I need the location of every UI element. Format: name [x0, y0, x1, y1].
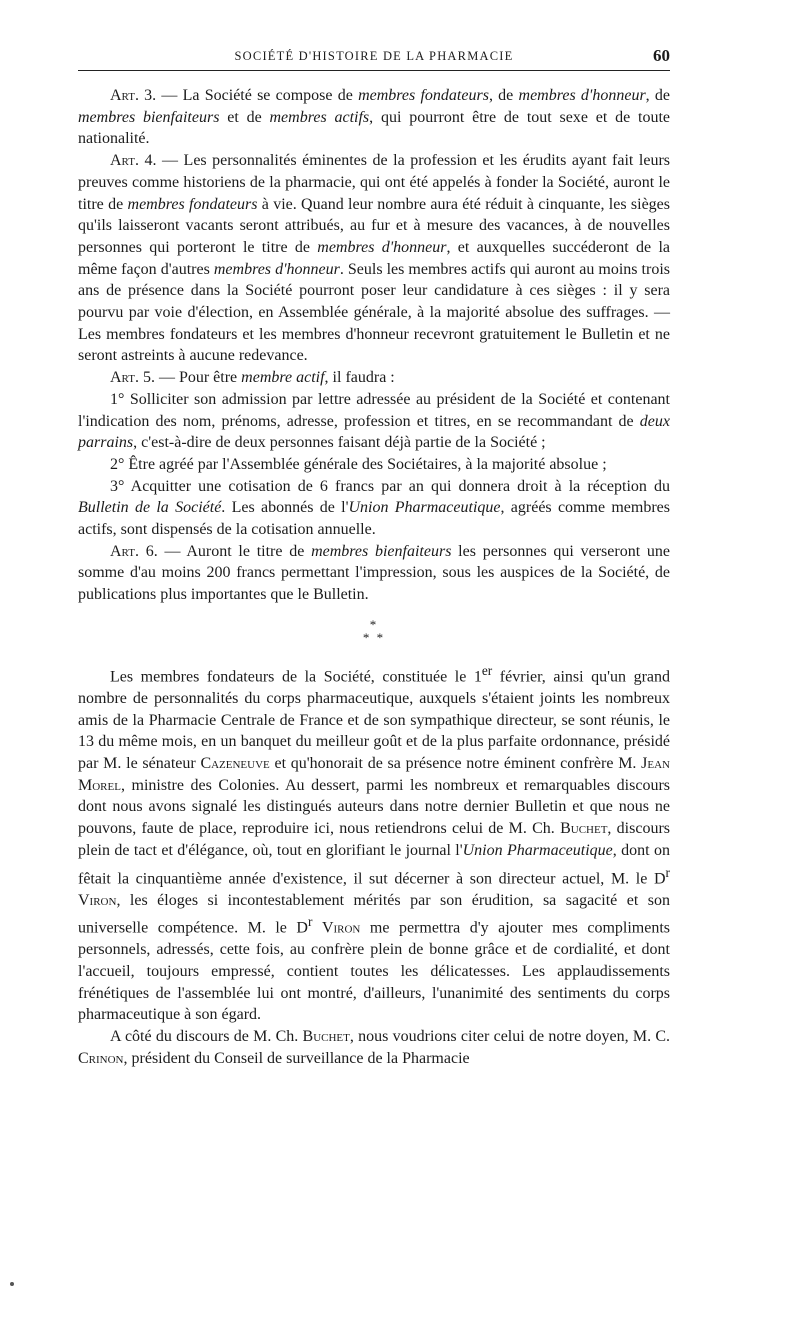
article-4-paragraph — [78, 150, 670, 367]
text-run: Être agréé par l'Assemblée générale des Sociétaires, à la majorité absolue ; — [124, 455, 607, 473]
article-4-label: Art. 4. — [110, 152, 157, 170]
person-name: Buchet — [302, 1028, 350, 1046]
running-title: SOCIÉTÉ D'HISTOIRE DE LA PHARMACIE — [234, 49, 514, 63]
text-run: . Les abonnés de l' — [221, 499, 349, 517]
text-run: , discours plein de tact et d'élégance, où, tout en glorifiant le journal l' — [78, 820, 671, 859]
article-5-item-3 — [78, 476, 670, 541]
italic-run: membres d'honneur — [317, 238, 447, 256]
article-5-item-1 — [78, 389, 670, 454]
superscript: er — [481, 662, 493, 678]
article-3-paragraph — [78, 85, 670, 150]
person-name: Crinon — [78, 1049, 124, 1067]
narrative-paragraph-1 — [78, 660, 670, 1026]
text-run: Acquitter une cotisation de 6 francs par an qui donnera droit à la réception du — [124, 477, 670, 495]
text-run: et qu'honorait de sa présence notre éminent confrère M. — [269, 755, 642, 773]
person-name: Viron — [78, 891, 117, 909]
text-run: , et auxquelles succéderont de la même façon d'autres — [78, 238, 670, 278]
italic-run: Union Pharmaceutique — [348, 499, 501, 517]
italic-run: membres fondateurs — [358, 87, 489, 104]
superscript: r — [307, 914, 313, 930]
margin-speck — [10, 1282, 14, 1286]
italic-run: membres bienfaiteurs — [78, 108, 220, 126]
text-run: , c'est-à-dire de deux personnes faisant déjà partie de la Société ; — [133, 434, 546, 452]
text-run: , de — [645, 87, 671, 104]
superscript: r — [665, 864, 670, 880]
person-name: Jean Morel — [78, 755, 670, 794]
text-run: , qui pourront être de tout sexe et de toute nationalité. — [78, 108, 671, 148]
text-run: me permettra d'y ajouter mes compliments personnels, adressés, cette fois, au confrère plein de bonne grâce et de cordialité, et dont l'accueil, toujours empressé, contient toutes les délicatesses. Les applaudissements frénétiques de l'assemblée lui ont montré, d'ailleurs, l'unanimité des sentiments du corps pharmaceutique à son égard. — [78, 919, 671, 1024]
text-run: — Les personnalités éminentes de la profession et les érudits ayant fait leurs preuves comme historiens de la pharmacie, qui ont été appelés à fonder la Société, auront le titre de — [78, 152, 670, 213]
person-name: Cazeneuve — [200, 755, 270, 773]
text-run: février, ainsi qu'un grand nombre de personnalités du corps pharmaceutique, auxquels s'étaient joints les nombreux amis de la Pharmacie Centrale de France et de son sympathique directeur, se sont réunis, le 13 du même mois, en un banquet du meilleur goût et de la plus parfaite ordonnance, présidé par M. le sénateur — [78, 668, 670, 773]
italic-run: membres d'honneur — [213, 260, 340, 278]
italic-run: deux parrains — [78, 412, 670, 452]
asterism-top: * — [369, 616, 379, 632]
italic-run: membres bienfaiteurs — [311, 542, 452, 560]
text-run: Solliciter son admission par lettre adressée au président de la Société et contenant l'indication des nom, prénoms, adresse, profession et titres, en se recommandant de — [78, 390, 670, 430]
header-rule — [78, 70, 670, 71]
body-text — [78, 85, 670, 1070]
text-run: , ministre des Colonies. Au dessert, parmi les nombreux et remarquables discours dont nous avons signalé les distingués auteurs dans notre dernier Bulletin et que nous ne pouvons, faute de place, reproduire ici, nous retiendrons celui de M. Ch. — [78, 776, 670, 838]
text-run: — Auront le titre de — [157, 542, 312, 560]
text-run: et de — [219, 108, 270, 126]
italic-run: membres d'honneur — [518, 87, 646, 104]
text-run: — La Société se compose de — [156, 87, 359, 104]
italic-run: membre actif — [241, 369, 325, 387]
text-run: A côté du discours de M. Ch. — [110, 1028, 303, 1046]
article-5-item-2 — [78, 454, 670, 476]
article-5-label: Art. 5. — [110, 369, 155, 387]
item-number: 1° — [110, 390, 125, 408]
italic-run: membres actifs — [269, 108, 370, 126]
person-name: Buchet — [560, 820, 608, 838]
text-run: . Seuls les membres actifs qui auront au moins trois ans de présence dans la Société pourront poser leur candidature à ces sièges : il y sera pourvu par voie d'élection, en Assemblée générale, à la majorité absolue des suffrages. — Les membres fondateurs et les membres d'honneur recevront gratuitement le Bulletin et ne seront astreints à aucune redevance. — [78, 260, 671, 365]
italic-run: Union Pharmaceutique — [462, 841, 613, 859]
text-run: à vie. Quand leur nombre aura été réduit à cinquante, les sièges qu'ils laisseront vacants seront attribués, au fur et à mesure des vacances, à de nouvelles personnes qui porteront le titre de — [78, 195, 670, 256]
person-name: Viron — [321, 919, 361, 937]
text-run: , dont on fêtait la cinquantième année d'existence, il sut décerner à son directeur actuel, M. le D — [78, 841, 671, 887]
text-run: Les membres fondateurs de la Société, constituée le 1 — [110, 668, 482, 686]
article-6-label: Art. 6. — [110, 542, 158, 560]
item-number: 3° — [110, 477, 125, 495]
page-number: 60 — [653, 46, 670, 65]
text-run: , les éloges si incontestablement mérités par son érudition, sa sagacité et son universelle compétence. M. le D — [78, 891, 670, 937]
asterism-bottom: * * — [362, 629, 386, 645]
book-page — [78, 44, 670, 1294]
text-run: , il faudra : — [324, 369, 395, 387]
item-number: 2° — [110, 455, 125, 473]
italic-run: membres fondateurs — [127, 195, 258, 213]
text-run: les personnes qui verseront une somme d'au moins 200 francs permettant l'impression, sous les auspices de la Société, de publications plus importantes que le Bulletin. — [78, 542, 671, 604]
text-run: , nous voudrions citer celui de notre doyen, M. C. — [349, 1028, 671, 1046]
text-run: , agréés comme membres actifs, sont dispensés de la cotisation annuelle. — [78, 499, 670, 539]
article-6-paragraph — [78, 541, 670, 606]
asterism-separator — [78, 618, 670, 644]
text-run: , président du Conseil de surveillance de la Pharmacie — [123, 1049, 470, 1067]
italic-run: Bulletin de la Société — [78, 499, 222, 517]
text-run: — Pour être — [154, 369, 242, 387]
article-3-label: Art. 3. — [110, 87, 157, 104]
narrative-paragraph-2 — [78, 1026, 670, 1069]
running-head — [78, 44, 670, 68]
text-run — [312, 920, 322, 937]
text-run: , de — [488, 87, 519, 104]
article-5-paragraph — [78, 367, 670, 389]
